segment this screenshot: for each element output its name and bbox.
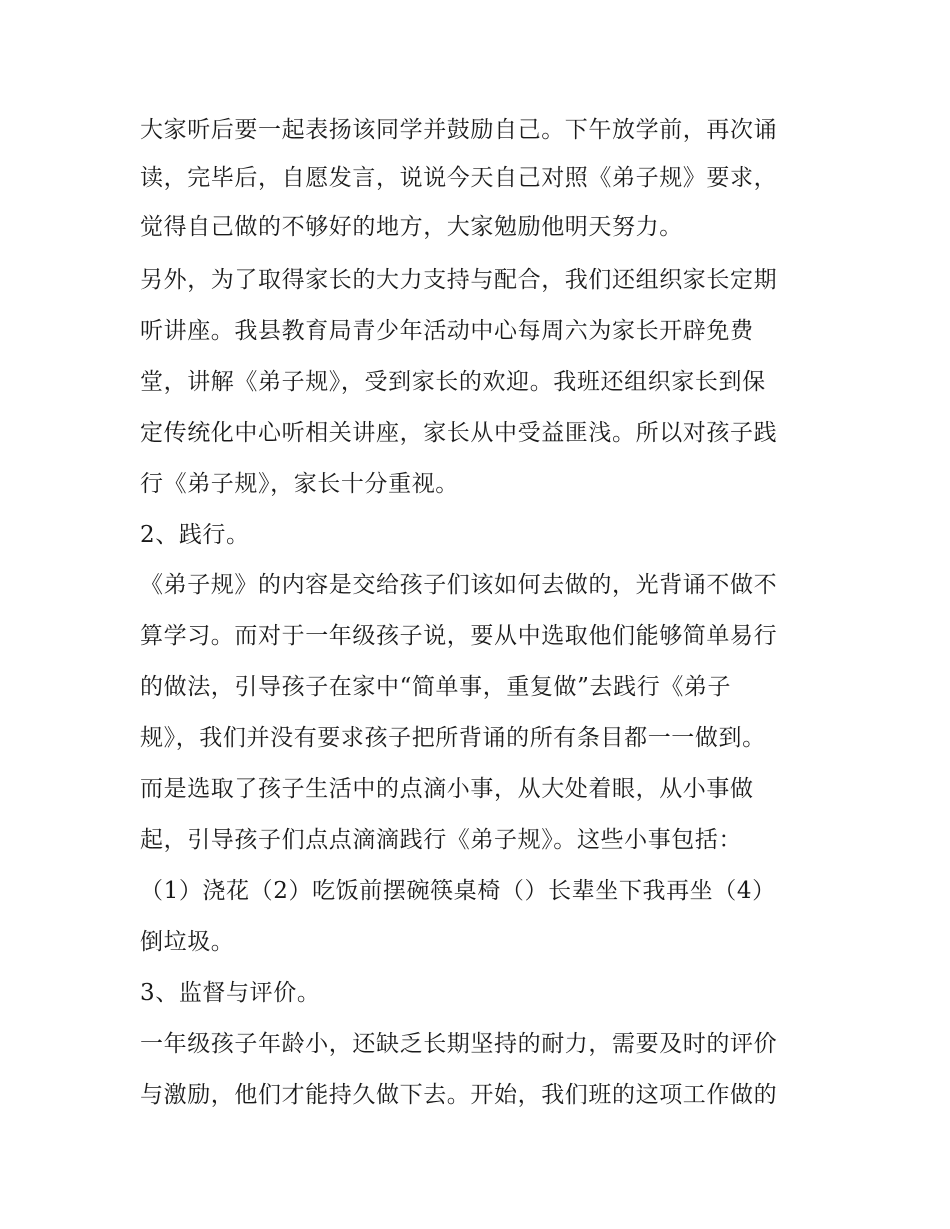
text-line: （1）浇花（2）吃饭前摆碗筷桌椅（）长辈坐下我再坐（4） [140, 878, 776, 904]
text-line: 一年级孩子年龄小，还缺乏长期坚持的耐力，需要及时的评价 [140, 1031, 778, 1057]
text-line: 读，完毕后，自愿发言，说说今天自己对照《弟子规》要求， [140, 165, 778, 191]
text-line: 与激励，他们才能持久做下去。开始，我们班的这项工作做的 [140, 1082, 778, 1108]
text-line: 规》，我们并没有要求孩子把所背诵的所有条目都一一做到。 [140, 725, 766, 751]
section-heading: 2、践行。 [140, 522, 250, 548]
text-line: 定传统化中心听相关讲座，家长从中受益匪浅。所以对孩子践 [140, 420, 778, 446]
text-line: 听讲座。我县教育局青少年活动中心每周六为家长开辟免费 [140, 318, 754, 344]
text-line: 行《弟子规》，家长十分重视。 [140, 471, 459, 497]
text-line: 《弟子规》的内容是交给孩子们该如何去做的，光背诵不做不 [140, 572, 778, 598]
text-line: 堂，讲解《弟子规》，受到家长的欢迎。我班还组织家长到保 [140, 369, 766, 395]
text-line: 而是选取了孩子生活中的点滴小事，从大处着眼，从小事做 [140, 776, 754, 802]
text-line: 算学习。而对于一年级孩子说，要从中选取他们能够简单易行 [140, 623, 778, 649]
text-line: 另外，为了取得家长的大力支持与配合，我们还组织家长定期 [140, 267, 778, 293]
text-line: 倒垃圾。 [140, 929, 235, 955]
text-line: 的做法，引导孩子在家中“简单事，重复做”去践行《弟子 [140, 674, 732, 700]
section-heading: 3、监督与评价。 [140, 980, 321, 1006]
text-line: 起，引导孩子们点点滴滴践行《弟子规》。这些小事包括： [140, 827, 743, 853]
text-line: 觉得自己做的不够好的地方，大家勉励他明天努力。 [140, 214, 683, 240]
text-line: 大家听后要一起表扬该同学并鼓励自己。下午放学前，再次诵 [140, 117, 778, 143]
